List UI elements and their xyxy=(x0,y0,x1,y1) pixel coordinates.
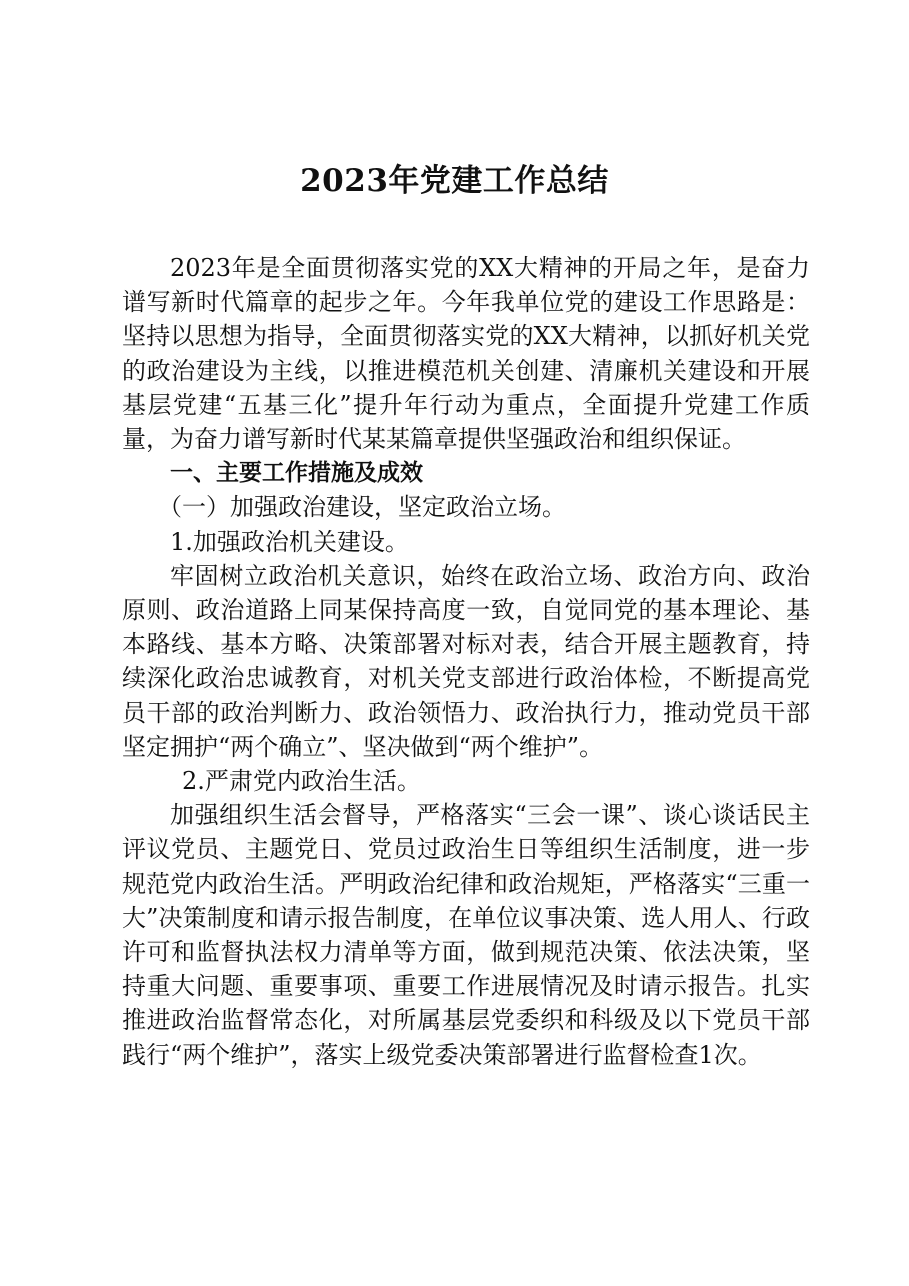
item-body-2: 加强组织生活会督导，严格落实“三会一课”、谈心谈话民主评议党员、主题党日、党员过政治生日等组织生活制度，进一步规范党内政治生活。严明政治纪律和政治规矩，严格落实“三重一大”决策制度和请示报告制度，在单位议事决策、选人用人、行政许可和监督执法权力清单等方面，做到规范决策、依法决策，坚持重大问题、重要事项、重要工作进展情况及时请示报告。扎实推进政治监督常态化，对所属基层党委织和科级及以下党员干部践行“两个维护”，落实上级党委决策部署进行监督检查1次。 xyxy=(122,801,810,1069)
item-heading-1: 1.加强政治机关建设。 xyxy=(170,527,409,556)
item-body-1: 牢固树立政治机关意识，始终在政治立场、政治方向、政治原则、政治道路上同某保持高度一致，自觉同党的基本理论、基本路线、基本方略、决策部署对标对表，结合开展主题教育，持续深化政治忠诚教育，对机关党支部进行政治体检，不断提高党员干部的政治判断力、政治领悟力、政治执行力，推动党员干部坚定拥护“两个确立”、坚决做到“两个维护”。 xyxy=(122,561,810,761)
intro-paragraph: 2023年是全面贯彻落实党的XX大精神的开局之年，是奋力谱写新时代篇章的起步之年。今年我单位党的建设工作思路是：坚持以思想为指导，全面贯彻落实党的XX大精神，以抓好机关党的政治建设为主线，以推进模范机关创建、清廉机关建设和开展基层党建“五基三化”提升年行动为重点，全面提升党建工作质量，为奋力谱写新时代某某篇章提供坚强政治和组织保证。 xyxy=(122,254,810,454)
document-body xyxy=(122,251,810,1072)
document-title: 2023年党建工作总结 xyxy=(300,163,609,199)
subsection-heading-1: （一）加强政治建设，坚定政治立场。 xyxy=(158,493,566,522)
item-heading-2: 2.严肃党内政治生活。 xyxy=(182,767,421,796)
section-heading-1: 一、主要工作措施及成效 xyxy=(170,460,423,487)
